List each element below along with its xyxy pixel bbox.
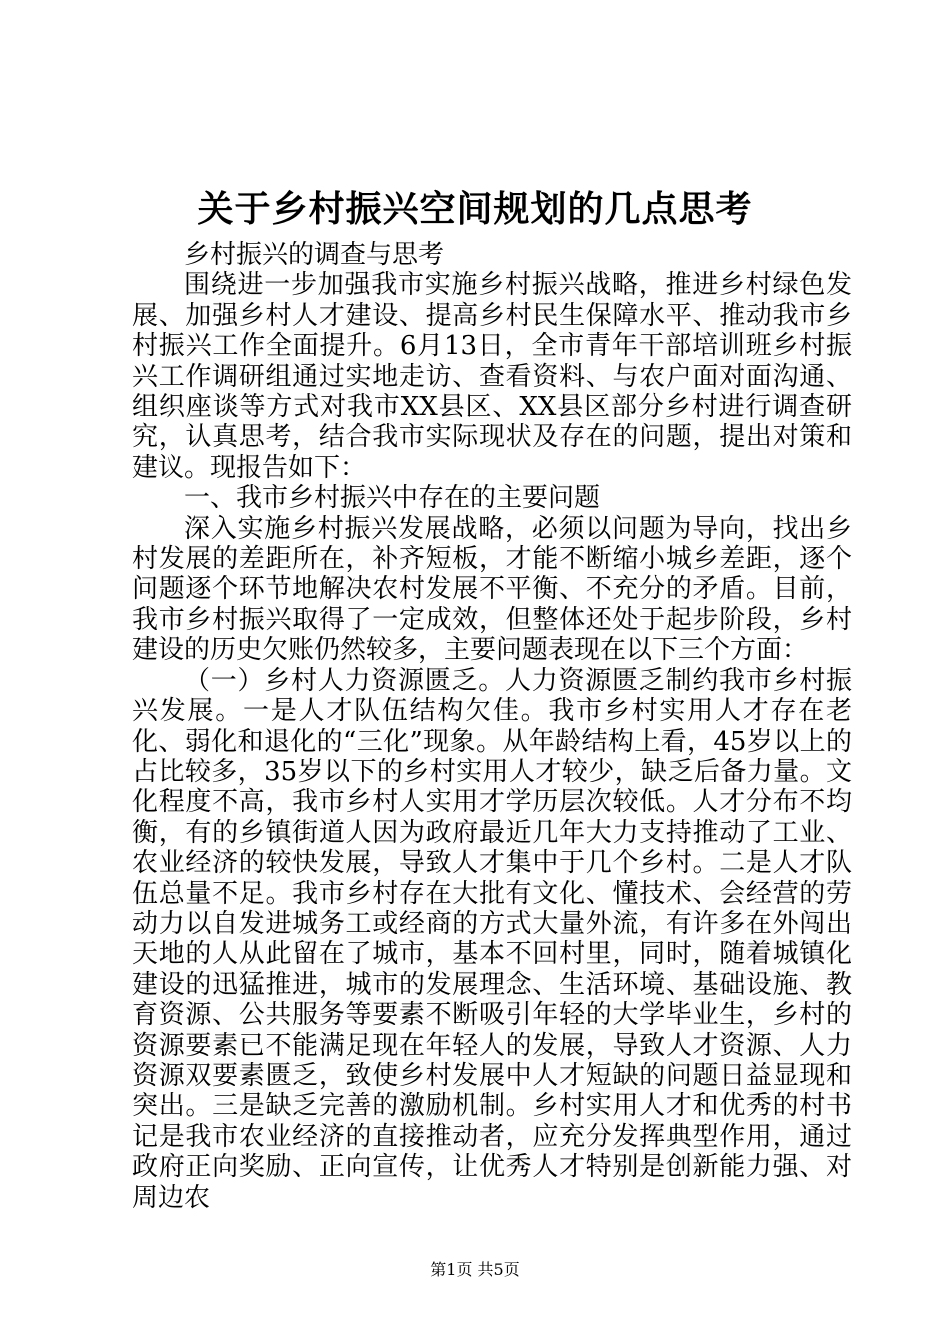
document-body: [132, 240, 852, 1213]
paragraph-intro: 围绕进一步加强我市实施乡村振兴战略，推进乡村绿色发展、加强乡村人才建设、提高乡村民生保障水平、推动我市乡村振兴工作全面提升。6月13日，全市青年干部培训班乡村振兴工作调研组通过实地走访、查看资料、与农户面对面沟通、组织座谈等方式对我市XX县区、XX县区部分乡村进行调查研究，认真思考，结合我市实际现状及存在的问题，提出对策和建议。现报告如下：: [132, 270, 852, 483]
document-title: 关于乡村振兴空间规划的几点思考: [197, 188, 753, 230]
page-number-footer: 第1页 共5页: [430, 1260, 520, 1279]
paragraph-human-resources: （一）乡村人力资源匮乏。人力资源匮乏制约我市乡村振兴发展。一是人才队伍结构欠佳。我市乡村实用人才存在老化、弱化和退化的“三化”现象。从年龄结构上看，45岁以上的占比较多，35岁以下的乡村实用人才较少，缺乏后备力量。文化程度不高，我市乡村人实用才学历层次较低。人才分布不均衡，有的乡镇街道人因为政府最近几年大力支持推动了工业、农业经济的较快发展，导致人才集中于几个乡村。二是人才队伍总量不足。我市乡村存在大批有文化、懂技术、会经营的劳动力以自发进城务工或经商的方式大量外流，有许多在外闯出天地的人从此留在了城市，基本不回村里，同时，随着城镇化建设的迅猛推进，城市的发展理念、生活环境、基础设施、教育资源、公共服务等要素不断吸引年轻的大学毕业生，乡村的资源要素已不能满足现在年轻人的发展，导致人才资源、人力资源双要素匮乏，致使乡村发展中人才短缺的问题日益显现和突出。三是缺乏完善的激励机制。乡村实用人才和优秀的村书记是我市农业经济的直接推动者，应充分发挥典型作用，通过政府正向奖励、正向宣传，让优秀人才特别是创新能力强、对周边农: [132, 665, 852, 1213]
paragraph-problems-overview: 深入实施乡村振兴发展战略，必须以问题为导向，找出乡村发展的差距所在，补齐短板，才能不断缩小城乡差距，逐个问题逐个环节地解决农村发展不平衡、不充分的矛盾。目前，我市乡村振兴取得了一定成效，但整体还处于起步阶段，乡村建设的历史欠账仍然较多，主要问题表现在以下三个方面：: [132, 513, 852, 666]
paragraph-subtitle: 乡村振兴的调查与思考: [184, 240, 445, 270]
section-heading: 一、我市乡村振兴中存在的主要问题: [184, 483, 601, 514]
